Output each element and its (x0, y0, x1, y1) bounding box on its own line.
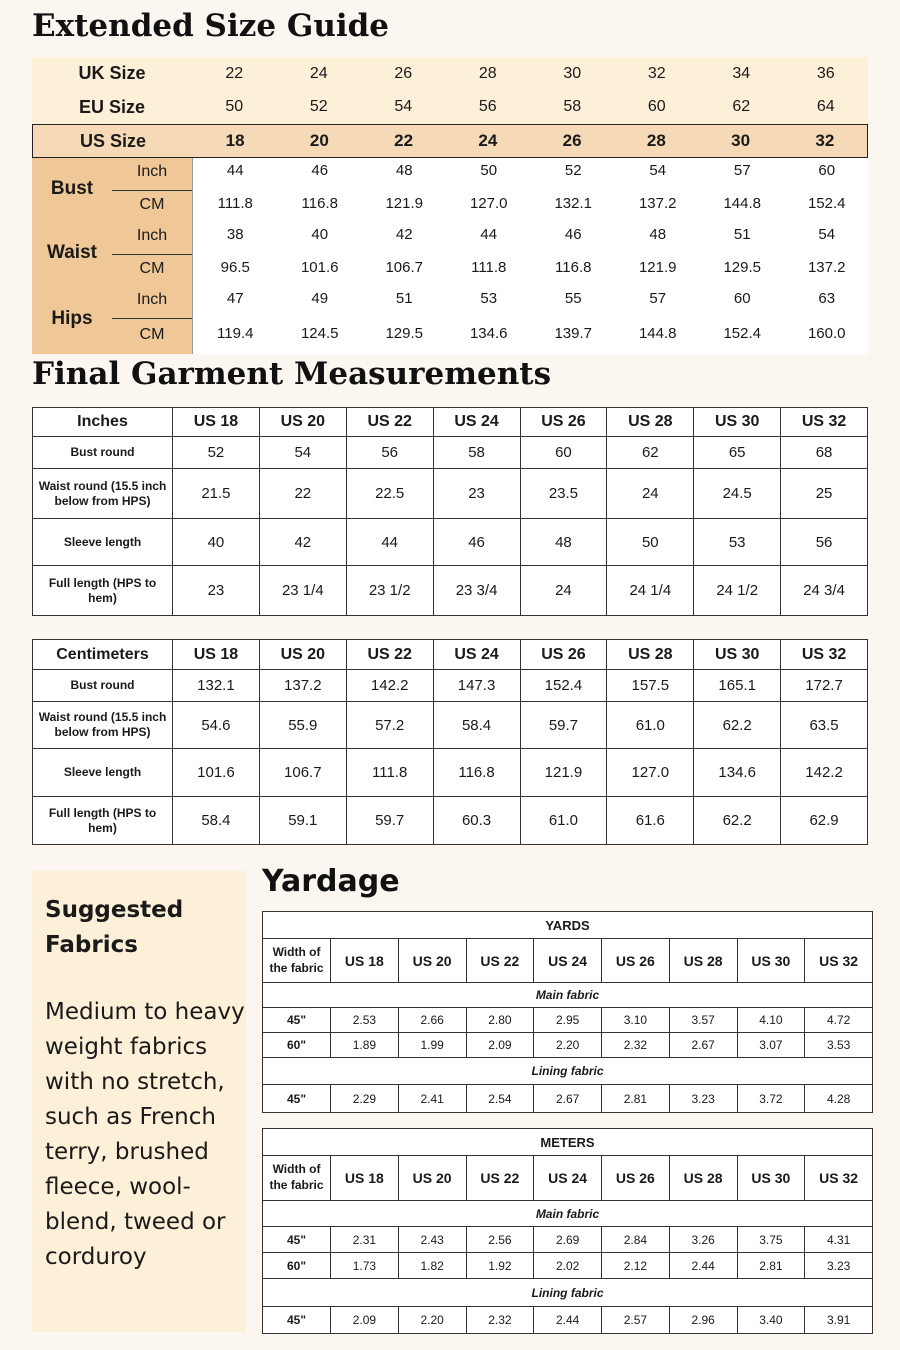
width-value: 45" (263, 1307, 331, 1334)
cell: 68 (781, 437, 868, 469)
uk-size-value: 34 (732, 64, 751, 82)
size-header: US 32 (805, 1156, 873, 1201)
cell: 56 (346, 437, 433, 469)
cell: 52 (173, 437, 260, 469)
main-fabric-label: Main fabric (263, 1201, 873, 1227)
width-header: Width of the fabric (263, 1156, 331, 1201)
cell: 1.89 (331, 1033, 399, 1058)
cell: 24.5 (694, 469, 781, 519)
cell: 61.0 (520, 797, 607, 845)
cell: 44 (346, 519, 433, 566)
us-size-row (32, 124, 868, 158)
cell: 2.56 (466, 1227, 534, 1253)
uk-size-value: 28 (478, 64, 497, 82)
eu-size-value: 64 (816, 98, 835, 115)
cell: 3.10 (602, 1008, 670, 1033)
hips-cm-value: 124.5 (300, 325, 339, 342)
cm-label: CM (139, 196, 165, 213)
table-row (33, 519, 868, 566)
eu-size-value: 58 (563, 98, 582, 115)
uk-size-value: 22 (225, 64, 244, 82)
uk-size-value: 24 (309, 64, 328, 82)
cell: 24 1/2 (694, 566, 781, 616)
cell: 3.23 (669, 1085, 737, 1113)
cell: 1.73 (331, 1253, 399, 1279)
cell: 2.66 (398, 1008, 466, 1033)
bust-inch-row (193, 162, 869, 179)
cell: 3.72 (737, 1085, 805, 1113)
waist-inch-value: 40 (311, 226, 329, 243)
cell: 24 (607, 469, 694, 519)
hips-inch-value: 53 (480, 290, 498, 307)
main-fabric-label: Main fabric (263, 983, 873, 1008)
size-header: US 26 (520, 408, 607, 437)
uk-size-value: 32 (647, 64, 666, 82)
bust-group (32, 158, 868, 222)
cell: 2.02 (534, 1253, 602, 1279)
row-label: Full length (HPS to hem) (33, 797, 173, 845)
cell: 152.4 (520, 670, 607, 702)
cell: 172.7 (781, 670, 868, 702)
cell: 59.1 (259, 797, 346, 845)
hips-inch-value: 55 (564, 290, 582, 307)
cell: 46 (433, 519, 520, 566)
us-size-value: 32 (815, 131, 835, 150)
bust-cm-value: 132.1 (554, 195, 593, 212)
table-row (33, 437, 868, 469)
size-header: US 18 (173, 640, 260, 670)
size-header: US 22 (466, 1156, 534, 1201)
bust-cm-value: 127.0 (469, 195, 508, 212)
cell: 59.7 (346, 797, 433, 845)
size-header: US 18 (331, 1156, 399, 1201)
size-guide-table (32, 57, 868, 354)
cell: 116.8 (433, 749, 520, 797)
cell: 58.4 (173, 797, 260, 845)
width-value: 45" (263, 1008, 331, 1033)
size-header: US 28 (607, 640, 694, 670)
table-row (263, 1008, 873, 1033)
cell: 63.5 (781, 702, 868, 749)
size-header: US 30 (694, 640, 781, 670)
eu-size-row (32, 90, 868, 124)
size-header: US 22 (346, 640, 433, 670)
yards-header: YARDS (263, 912, 873, 939)
cell: 3.75 (737, 1227, 805, 1253)
cell: 62 (607, 437, 694, 469)
cell: 3.40 (737, 1307, 805, 1334)
hips-label: Hips (51, 308, 93, 329)
cell: 2.96 (669, 1307, 737, 1334)
yardage-yards-table (262, 911, 873, 1113)
cell: 55.9 (259, 702, 346, 749)
cell: 2.84 (602, 1227, 670, 1253)
size-header: US 32 (805, 939, 873, 983)
cell: 23 3/4 (433, 566, 520, 616)
size-header: US 30 (737, 939, 805, 983)
size-header: US 26 (520, 640, 607, 670)
cell: 106.7 (259, 749, 346, 797)
table-row (263, 1307, 873, 1334)
width-value: 45" (263, 1085, 331, 1113)
size-guide-title: Extended Size Guide (32, 8, 390, 44)
size-header: US 30 (694, 408, 781, 437)
waist-cm-value: 106.7 (385, 259, 424, 276)
bust-inch-value: 48 (395, 162, 413, 179)
table-row (33, 566, 868, 616)
table-row (33, 702, 868, 749)
size-header: US 28 (607, 408, 694, 437)
cell: 2.29 (331, 1085, 399, 1113)
cell: 3.26 (669, 1227, 737, 1253)
cell: 54 (259, 437, 346, 469)
cell: 23 1/4 (259, 566, 346, 616)
hips-inch-value: 49 (311, 290, 329, 307)
lining-fabric-label: Lining fabric (263, 1279, 873, 1307)
size-header: US 22 (346, 408, 433, 437)
hips-cm-value: 152.4 (723, 325, 762, 342)
cell: 58 (433, 437, 520, 469)
table-row (33, 797, 868, 845)
cell: 2.95 (534, 1008, 602, 1033)
waist-inch-value: 54 (818, 226, 836, 243)
row-label: Bust round (33, 670, 173, 702)
bust-cm-value: 121.9 (385, 195, 424, 212)
cell: 121.9 (520, 749, 607, 797)
size-header: US 32 (781, 640, 868, 670)
cell: 21.5 (173, 469, 260, 519)
cell: 3.57 (669, 1008, 737, 1033)
cell: 127.0 (607, 749, 694, 797)
lining-fabric-label: Lining fabric (263, 1058, 873, 1085)
cell: 58.4 (433, 702, 520, 749)
cell: 1.82 (398, 1253, 466, 1279)
meters-header: METERS (263, 1129, 873, 1156)
cell: 60.3 (433, 797, 520, 845)
waist-group (32, 222, 868, 286)
bust-inch-value: 50 (480, 162, 498, 179)
cell: 54.6 (173, 702, 260, 749)
row-label: Sleeve length (33, 519, 173, 566)
eu-size-label: EU Size (78, 96, 146, 117)
cell: 25 (781, 469, 868, 519)
cell: 50 (607, 519, 694, 566)
bust-inch-value: 54 (649, 162, 667, 179)
cell: 62.9 (781, 797, 868, 845)
hips-inch-row (193, 290, 869, 307)
hips-cm-value: 119.4 (217, 325, 254, 342)
garment-title: Final Garment Measurements (32, 356, 552, 392)
us-size-value: 28 (646, 131, 666, 150)
yardage-title: Yardage (262, 864, 400, 899)
hips-cm-value: 160.0 (807, 325, 846, 342)
row-label: Sleeve length (33, 749, 173, 797)
cell: 23.5 (520, 469, 607, 519)
cell: 23 (433, 469, 520, 519)
cell: 101.6 (173, 749, 260, 797)
bust-cm-value: 116.8 (301, 195, 338, 212)
waist-cm-value: 101.6 (300, 259, 339, 276)
hips-cm-value: 139.7 (554, 325, 593, 342)
eu-size-value: 56 (478, 98, 497, 115)
fabrics-title: Suggested Fabrics (45, 897, 184, 958)
centimeters-header: Centimeters (33, 640, 173, 670)
size-header: US 28 (669, 939, 737, 983)
uk-size-value: 36 (816, 64, 835, 82)
cell: 2.81 (737, 1253, 805, 1279)
waist-cm-value: 121.9 (638, 259, 677, 276)
uk-size-row (32, 57, 868, 90)
us-size-label: US Size (79, 130, 147, 151)
cell: 142.2 (346, 670, 433, 702)
row-label: Waist round (15.5 inch below from HPS) (33, 702, 173, 749)
hips-inch-value: 60 (733, 290, 751, 307)
waist-inch-value: 46 (564, 226, 582, 243)
size-header: US 20 (398, 939, 466, 983)
cell: 40 (173, 519, 260, 566)
cell: 137.2 (259, 670, 346, 702)
suggested-fabrics-panel (32, 871, 246, 1332)
yardage-meters-table (262, 1128, 873, 1334)
hips-cm-row (193, 325, 869, 342)
cell: 2.32 (602, 1033, 670, 1058)
waist-inch-value: 48 (649, 226, 667, 243)
cell: 2.81 (602, 1085, 670, 1113)
table-row (33, 670, 868, 702)
size-header: US 26 (602, 1156, 670, 1201)
table-row (33, 469, 868, 519)
size-header: US 20 (259, 408, 346, 437)
cell: 4.72 (805, 1008, 873, 1033)
cell: 2.54 (466, 1085, 534, 1113)
size-header: US 20 (259, 640, 346, 670)
bust-inch-value: 46 (311, 162, 329, 179)
size-header: US 30 (737, 1156, 805, 1201)
cell: 59.7 (520, 702, 607, 749)
eu-size-value: 62 (732, 98, 751, 115)
cell: 2.44 (669, 1253, 737, 1279)
waist-inch-value: 42 (395, 226, 413, 243)
inches-header: Inches (33, 408, 173, 437)
cell: 22 (259, 469, 346, 519)
cell: 1.92 (466, 1253, 534, 1279)
bust-inch-value: 60 (818, 162, 836, 179)
bust-cm-value: 144.8 (723, 195, 762, 212)
row-label: Bust round (33, 437, 173, 469)
cell: 62.2 (694, 702, 781, 749)
waist-cm-value: 137.2 (807, 259, 846, 276)
inch-label: Inch (136, 163, 168, 180)
waist-cm-value: 111.8 (471, 259, 507, 276)
hips-inch-value: 51 (395, 290, 413, 307)
cell: 157.5 (607, 670, 694, 702)
bust-inch-value: 52 (564, 162, 582, 179)
size-header: US 28 (669, 1156, 737, 1201)
garment-cm-table (32, 639, 868, 845)
fabrics-description: Medium to heavy weight fabrics with no stretch, such as French terry, brushed fleece, wool-blend, tweed or corduroy (45, 999, 245, 1270)
cell: 24 1/4 (607, 566, 694, 616)
bust-inch-value: 44 (226, 162, 244, 179)
waist-cm-value: 96.5 (220, 259, 250, 276)
table-row (263, 1227, 873, 1253)
cell: 56 (781, 519, 868, 566)
bust-label: Bust (50, 178, 94, 199)
hips-cm-value: 134.6 (469, 325, 508, 342)
cell: 2.31 (331, 1227, 399, 1253)
cell: 57.2 (346, 702, 433, 749)
eu-size-value: 52 (309, 98, 328, 115)
cell: 61.6 (607, 797, 694, 845)
bust-cm-value: 137.2 (638, 195, 677, 212)
hips-inch-value: 47 (226, 290, 244, 307)
us-size-value: 18 (225, 131, 245, 150)
cell: 24 3/4 (781, 566, 868, 616)
cell: 42 (259, 519, 346, 566)
hips-group (32, 286, 868, 354)
cell: 142.2 (781, 749, 868, 797)
size-header: US 22 (466, 939, 534, 983)
hips-cm-value: 129.5 (385, 325, 424, 342)
table-row (263, 1033, 873, 1058)
cell: 2.09 (331, 1307, 399, 1334)
cell: 3.07 (737, 1033, 805, 1058)
waist-cm-row (193, 259, 869, 276)
uk-size-value: 26 (394, 64, 413, 82)
eu-size-value: 54 (394, 98, 413, 115)
cell: 2.32 (466, 1307, 534, 1334)
cell: 60 (520, 437, 607, 469)
cell: 62.2 (694, 797, 781, 845)
us-size-value: 20 (309, 131, 329, 150)
width-header: Width of the fabric (263, 939, 331, 983)
cell: 2.69 (534, 1227, 602, 1253)
bust-cm-value: 152.4 (807, 195, 846, 212)
inch-label: Inch (136, 291, 168, 308)
cell: 2.53 (331, 1008, 399, 1033)
table-row (263, 1253, 873, 1279)
cell: 3.53 (805, 1033, 873, 1058)
uk-size-value: 30 (563, 64, 582, 82)
waist-inch-value: 51 (733, 226, 751, 243)
cell: 2.41 (398, 1085, 466, 1113)
cell: 147.3 (433, 670, 520, 702)
cell: 165.1 (694, 670, 781, 702)
waist-cm-value: 129.5 (723, 259, 762, 276)
us-size-value: 24 (478, 131, 498, 150)
size-header: US 20 (398, 1156, 466, 1201)
cell: 134.6 (694, 749, 781, 797)
us-size-value: 26 (562, 131, 582, 150)
cell: 2.12 (602, 1253, 670, 1279)
row-label: Full length (HPS to hem) (33, 566, 173, 616)
inch-label: Inch (136, 227, 168, 244)
size-header: US 24 (534, 939, 602, 983)
cell: 53 (694, 519, 781, 566)
waist-inch-value: 38 (226, 226, 244, 243)
cell: 2.67 (534, 1085, 602, 1113)
size-header: US 18 (331, 939, 399, 983)
table-row (263, 1085, 873, 1113)
cell: 1.99 (398, 1033, 466, 1058)
cm-label: CM (139, 260, 165, 277)
cell: 4.28 (805, 1085, 873, 1113)
cell: 23 1/2 (346, 566, 433, 616)
cell: 2.44 (534, 1307, 602, 1334)
cell: 22.5 (346, 469, 433, 519)
cell: 2.57 (602, 1307, 670, 1334)
cell: 2.67 (669, 1033, 737, 1058)
size-header: US 18 (173, 408, 260, 437)
eu-size-value: 60 (647, 98, 666, 115)
cell: 4.31 (805, 1227, 873, 1253)
uk-size-label: UK Size (78, 63, 146, 83)
size-header: US 24 (433, 408, 520, 437)
waist-label: Waist (47, 242, 97, 263)
waist-cm-value: 116.8 (555, 259, 592, 276)
us-size-value: 22 (394, 131, 414, 150)
us-size-value: 30 (731, 131, 751, 150)
hips-cm-value: 144.8 (638, 325, 677, 342)
cell: 24 (520, 566, 607, 616)
hips-inch-value: 57 (649, 290, 667, 307)
cell: 2.20 (534, 1033, 602, 1058)
cell: 2.09 (466, 1033, 534, 1058)
garment-inches-table (32, 407, 868, 616)
cell: 3.91 (805, 1307, 873, 1334)
width-value: 45" (263, 1227, 331, 1253)
row-label: Waist round (15.5 inch below from HPS) (33, 469, 173, 519)
hips-inch-value: 63 (818, 290, 836, 307)
cell: 132.1 (173, 670, 260, 702)
waist-inch-row (193, 226, 869, 243)
cell: 61.0 (607, 702, 694, 749)
cell: 48 (520, 519, 607, 566)
cell: 2.80 (466, 1008, 534, 1033)
cm-label: CM (139, 326, 165, 343)
size-header: US 24 (433, 640, 520, 670)
bust-cm-row (193, 195, 869, 212)
size-header: US 24 (534, 1156, 602, 1201)
bust-inch-value: 57 (733, 162, 751, 179)
width-value: 60" (263, 1253, 331, 1279)
cell: 4.10 (737, 1008, 805, 1033)
cell: 2.43 (398, 1227, 466, 1253)
cell: 111.8 (346, 749, 433, 797)
size-header: US 32 (781, 408, 868, 437)
width-value: 60" (263, 1033, 331, 1058)
bust-cm-value: 111.8 (217, 195, 253, 212)
table-row (33, 749, 868, 797)
cell: 3.23 (805, 1253, 873, 1279)
eu-size-value: 50 (225, 98, 244, 115)
cell: 23 (173, 566, 260, 616)
cell: 2.20 (398, 1307, 466, 1334)
cell: 65 (694, 437, 781, 469)
waist-inch-value: 44 (480, 226, 498, 243)
size-header: US 26 (602, 939, 670, 983)
